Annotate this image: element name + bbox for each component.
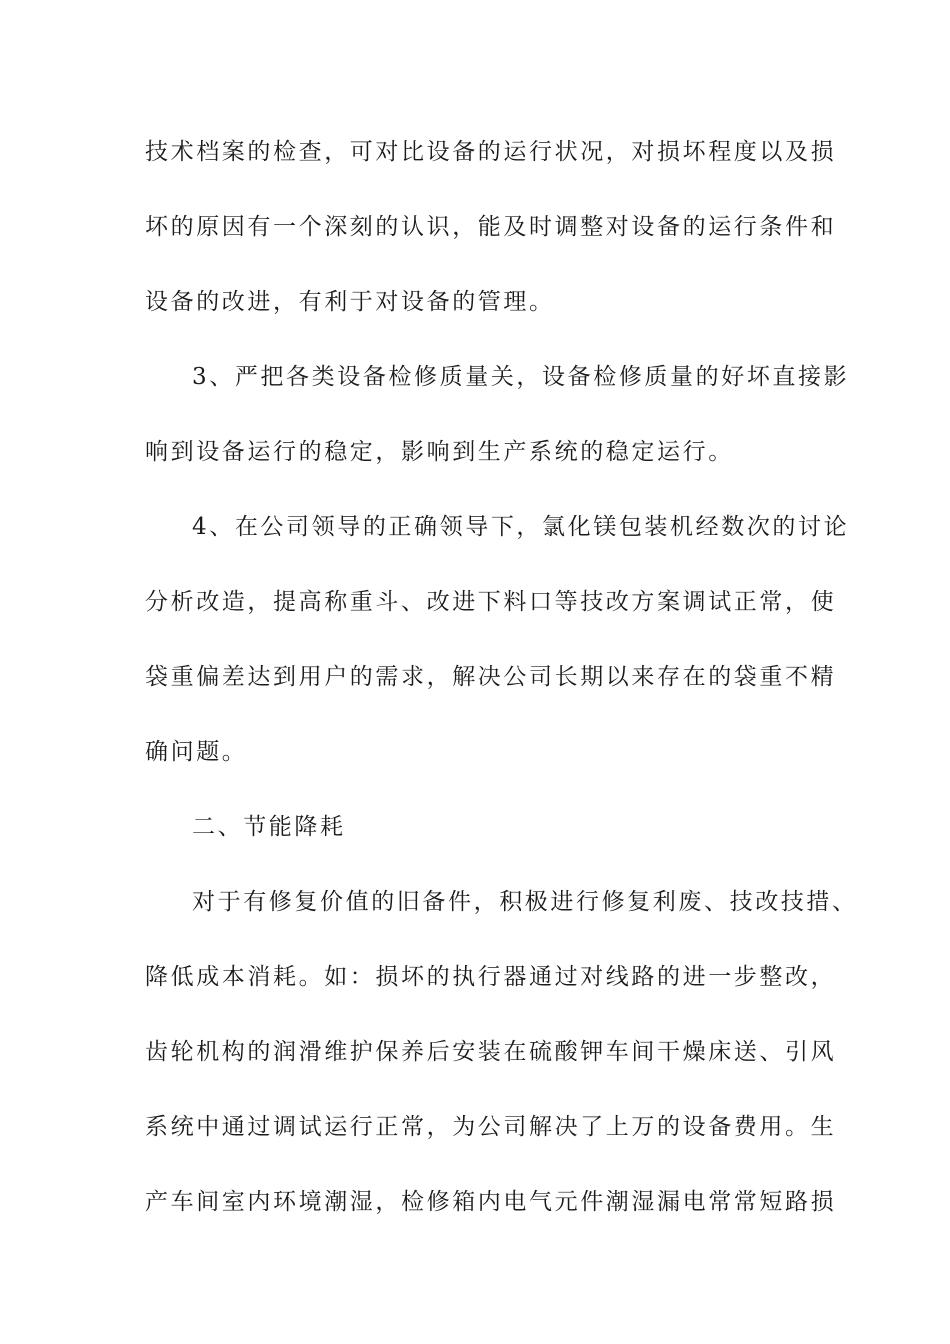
- text-line: 技术档案的检查，可对比设备的运行状况，对损坏程度以及损: [145, 139, 837, 165]
- paragraph-start-line: 4、在公司领导的正确领导下，氯化镁包装机经数次的讨论: [192, 514, 850, 540]
- text-line: 确问题。: [145, 739, 248, 765]
- text-line: 袋重偏差达到用户的需求，解决公司长期以来存在的袋重不精: [145, 664, 837, 690]
- paragraph-start-line: 对于有修复价值的旧备件，积极进行修复利废、技改技措、: [192, 889, 858, 915]
- text-line: 分析改造，提高称重斗、改进下料口等技改方案调试正常，使: [145, 589, 837, 615]
- paragraph-start-line: 3、严把各类设备检修质量关，设备检修质量的好坏直接影: [192, 364, 850, 390]
- text-line: 坏的原因有一个深刻的认识，能及时调整对设备的运行条件和: [145, 214, 837, 240]
- text-line: 响到设备运行的稳定，影响到生产系统的稳定运行。: [145, 439, 734, 465]
- text-line: 设备的改进，有利于对设备的管理。: [145, 289, 555, 315]
- text-line: 系统中通过调试运行正常，为公司解决了上万的设备费用。生: [145, 1114, 837, 1140]
- text-line: 产车间室内环境潮湿，检修箱内电气元件潮湿漏电常常短路损: [145, 1189, 837, 1215]
- section-heading: 二、节能降耗: [192, 814, 346, 840]
- text-line: 齿轮机构的润滑维护保养后安装在硫酸钾车间干燥床送、引风: [145, 1039, 837, 1065]
- text-line: 降低成本消耗。如：损坏的执行器通过对线路的进一步整改，: [145, 964, 837, 990]
